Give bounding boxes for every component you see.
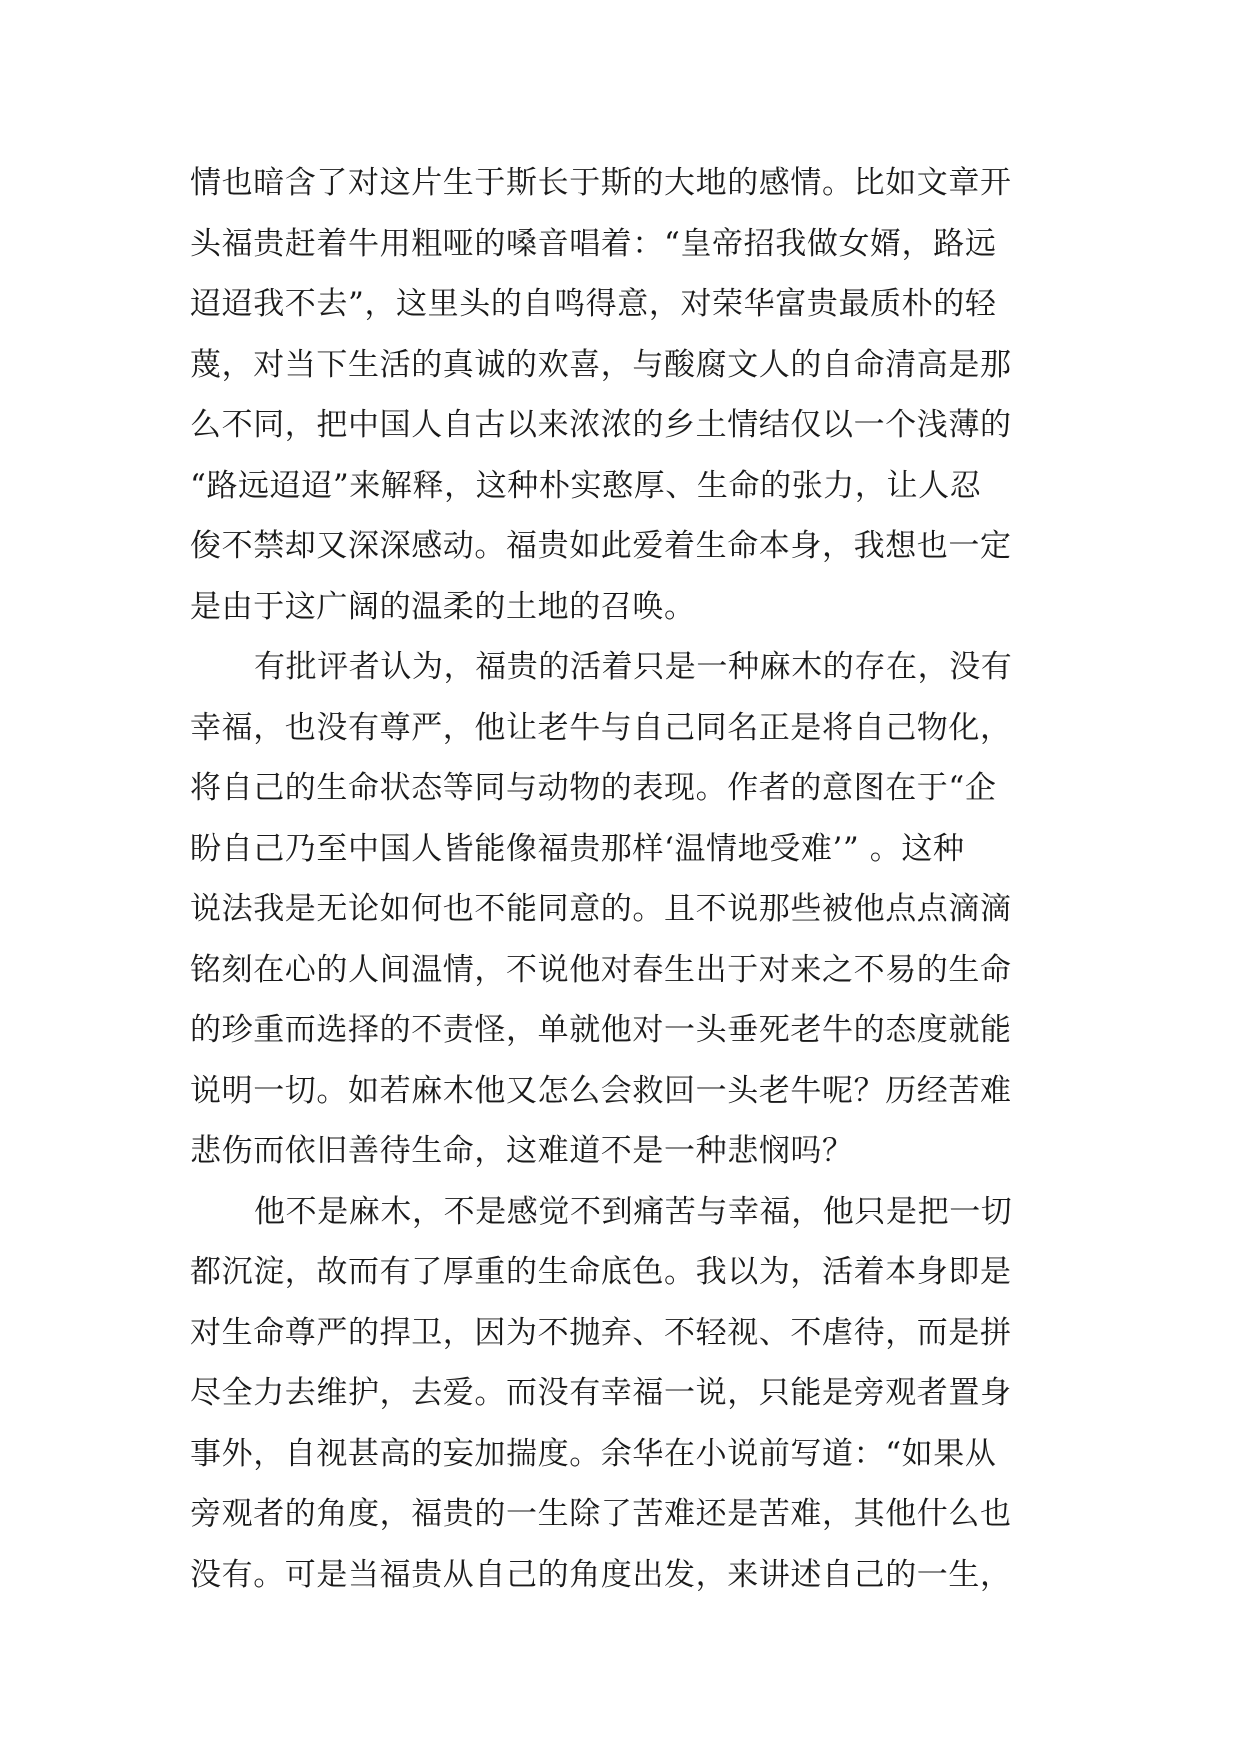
text-line: 尽全力去维护，去爱。而没有幸福一说，只能是旁观者置身: [190, 1375, 1012, 1411]
text-line: 没有。可是当福贵从自己的角度出发，来讲述自己的一生，: [190, 1556, 1012, 1593]
text-line: 事外，自视甚高的妄加揣度。余华在小说前写道：“如果从: [190, 1435, 997, 1472]
text-line: 铭刻在心的人间温情，不说他对春生出于对来之不易的生命: [190, 951, 1012, 988]
text-line: 旁观者的角度，福贵的一生除了苦难还是苦难，其他什么也: [190, 1496, 1012, 1532]
text-line: 迢迢我不去”，这里头的自鸣得意，对荣华富贵最质朴的轻: [190, 286, 997, 322]
text-line: 是由于这广阔的温柔的土地的召唤。: [190, 588, 696, 625]
text-line: 么不同，把中国人自古以来浓浓的乡土情结仅以一个浅薄的: [190, 407, 1012, 443]
text-line: 俊不禁却又深深感动。福贵如此爱着生命本身，我想也一定: [190, 528, 1012, 564]
text-line: “路远迢迢”来解释，这种朴实憨厚、生命的张力，让人忍: [190, 467, 982, 504]
text-line: 悲伤而依旧善待生命，这难道不是一种悲悯吗？: [190, 1133, 854, 1169]
text-line: 将自己的生命状态等同与动物的表现。作者的意图在于“企: [190, 770, 997, 806]
text-line: 头福贵赶着牛用粗哑的嗓音唱着：“皇帝招我做女婿，路远: [190, 225, 997, 262]
text-line: 都沉淀，故而有了厚重的生命底色。我以为，活着本身即是: [190, 1254, 1012, 1290]
text-line: 盼自己乃至中国人皆能像福贵那样‘温情地受难’” 。这种: [190, 830, 965, 867]
text-line: 说法我是无论如何也不能同意的。且不说那些被他点点滴滴: [190, 891, 1012, 927]
text-line: 幸福，也没有尊严，他让老牛与自己同名正是将自己物化，: [190, 709, 1012, 746]
text-line: 说明一切。如若麻木他又怎么会救回一头老牛呢？历经苦难: [190, 1072, 1012, 1109]
paragraph-first-line: 他不是麻木，不是感觉不到痛苦与幸福，他只是把一切: [254, 1193, 1013, 1230]
text-line: 蔑，对当下生活的真诚的欢喜，与酸腐文人的自命清高是那: [190, 346, 1012, 383]
text-line: 对生命尊严的捍卫，因为不抛弃、不轻视、不虐待，而是拼: [190, 1314, 1012, 1351]
text-line: 的珍重而选择的不责怪，单就他对一头垂死老牛的态度就能: [190, 1012, 1012, 1048]
body-text: [190, 153, 1065, 1605]
text-line: 情也暗含了对这片生于斯长于斯的大地的感情。比如文章开: [190, 165, 1012, 201]
paragraph-first-line: 有批评者认为，福贵的活着只是一种麻木的存在，没有: [254, 649, 1013, 685]
